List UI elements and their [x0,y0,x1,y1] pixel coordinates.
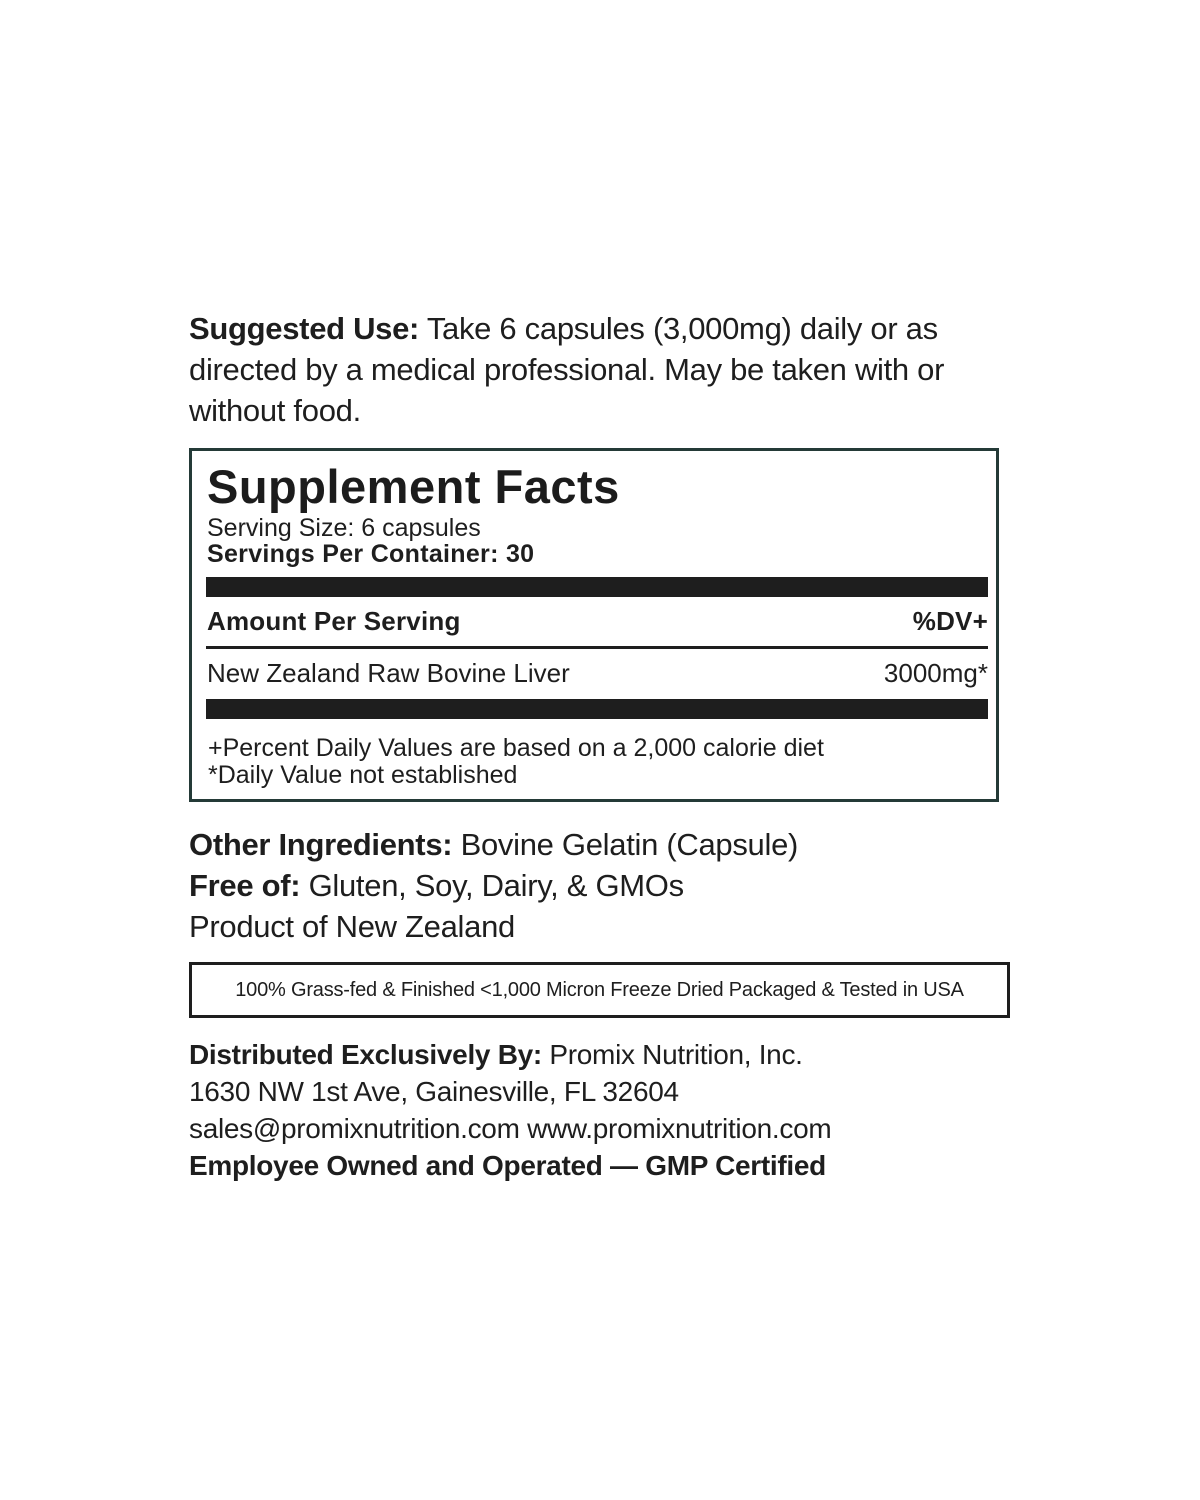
suggested-use-label: Suggested Use: [189,311,420,346]
thin-divider [206,646,988,649]
free-of-line [189,865,798,906]
free-of-label: Free of: [189,868,301,903]
thick-divider-bottom [206,699,988,719]
free-of-text: Gluten, Soy, Dairy, & GMOs [300,868,684,903]
footnote-daily-values: +Percent Daily Values are based on a 2,000 calorie diet [208,734,824,762]
distributor-contact: sales@promixnutrition.com www.promixnutrition.com [189,1113,832,1144]
ingredient-amount: 3000mg* [883,658,988,688]
supplement-facts-title: Supplement Facts [207,460,620,513]
supplement-facts-panel [189,448,999,802]
product-claims-box [189,962,1010,1018]
certification-line: Employee Owned and Operated — GMP Certified [189,1150,826,1181]
daily-value-header: %DV+ [912,606,988,636]
servings-per-container: Servings Per Container: 30 [207,540,535,568]
thick-divider-top [206,577,988,597]
origin-line: Product of New Zealand [189,909,515,944]
amount-per-serving-header: Amount Per Serving [207,606,461,636]
distributor-address: 1630 NW 1st Ave, Gainesville, FL 32604 [189,1076,679,1107]
other-ingredients-label: Other Ingredients: [189,827,453,862]
ingredient-name: New Zealand Raw Bovine Liver [207,658,570,688]
suggested-use [189,308,1009,431]
ingredient-row [207,657,988,689]
footnote-not-established: *Daily Value not established [208,761,518,789]
ingredients-info [189,824,798,947]
suggested-use-paragraph [189,308,1009,431]
distributor-name: Promix Nutrition, Inc. [541,1039,803,1070]
suggested-use-text: Take 6 capsules (3,000mg) daily or as directed by a medical professional. May be taken with or without food. [189,311,945,428]
product-claims-text: 100% Grass-fed & Finished <1,000 Micron Freeze Dried Packaged & Tested in USA [235,978,964,1001]
serving-size: Serving Size: 6 capsules [207,514,481,542]
distributor-info [189,1036,831,1184]
distributor-label: Distributed Exclusively By: [189,1039,542,1070]
other-ingredients-line [189,824,798,865]
distributor-line [189,1036,831,1073]
facts-header-row [207,605,988,637]
other-ingredients-text: Bovine Gelatin (Capsule) [452,827,799,862]
